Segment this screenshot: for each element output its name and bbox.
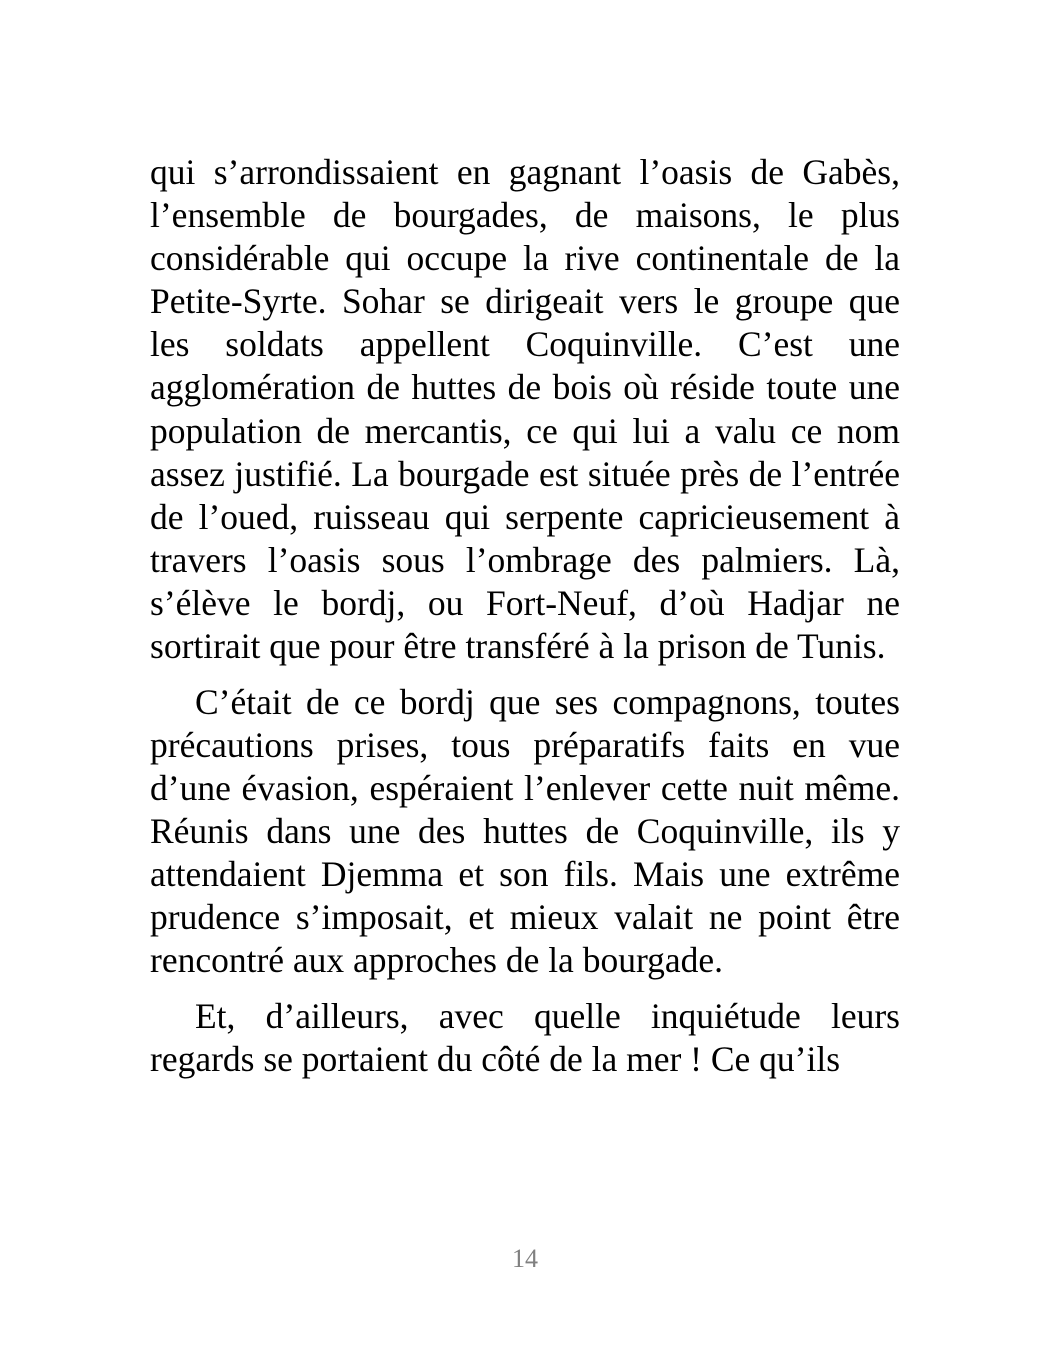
body-text	[150, 151, 900, 1081]
page-number: 14	[512, 1244, 538, 1273]
paragraph-2: C’était de ce bordj que ses compagnons, toutes précautions prises, tous préparatifs faits en vue d’une évasion, espéraient l’enlever cette nuit même. Réunis dans une des huttes de Coquinville, ils y attendaient Djemma et son fils. Mais une extrême prudence s’imposait, et mieux valait ne point être rencontré aux approches de la bourgade.	[150, 681, 900, 981]
paragraph-1: qui s’arrondissaient en gagnant l’oasis de Gabès, l’ensemble de bourgades, de maisons, le plus considérable qui occupe la rive continentale de la Petite-Syrte. Sohar se dirigeait vers le groupe que les soldats appellent Coquinville. C’est une agglomération de huttes de bois où réside toute une population de mercantis, ce qui lui a valu ce nom assez justifié. La bourgade est située près de l’entrée de l’oued, ruisseau qui serpente capricieusement à travers l’oasis sous l’ombrage des palmiers. Là, s’élève le bordj, ou Fort-Neuf, d’où Hadjar ne sortirait que pour être transféré à la prison de Tunis.	[150, 152, 900, 667]
paragraph-3: Et, d’ailleurs, avec quelle inquiétude leurs regards se portaient du côté de la mer ! Ce qu’ils	[150, 995, 900, 1079]
